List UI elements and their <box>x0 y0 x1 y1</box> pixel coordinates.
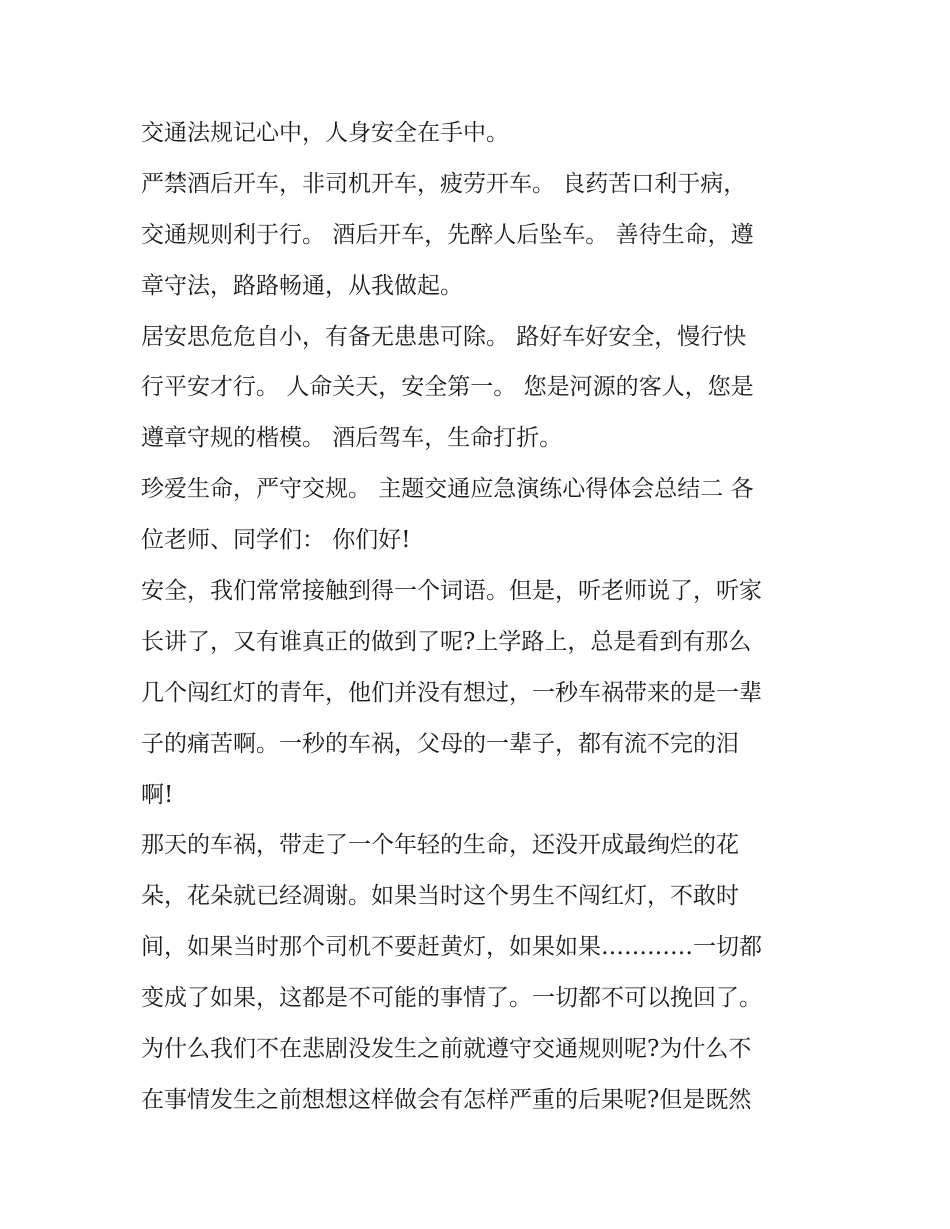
text-line: 为什么我们不在悲剧没发生之前就遵守交通规则呢?为什么不 <box>141 1036 752 1063</box>
text-line: 交通法规记心中，人身安全在手中。 <box>141 120 509 146</box>
text-line: 朵，花朵就已经凋谢。如果当时这个男生不闯红灯，不敢时 <box>141 883 739 910</box>
text-line: 子的痛苦啊。一秒的车祸，父母的一辈子，都有流不完的泪 <box>141 730 739 757</box>
text-line: 行平安才行。 人命关天，安全第一。 您是河源的客人，您是 <box>141 374 754 401</box>
body-text <box>141 108 811 1126</box>
text-line: 间，如果当时那个司机不要赶黄灯，如果如果…………一切都 <box>141 934 762 961</box>
text-line: 交通规则利于行。 酒后开车，先醉人后坠车。 善待生命，遵 <box>141 221 754 248</box>
text-line: 在事情发生之前想想这样做会有怎样严重的后果呢?但是既然 <box>141 1086 752 1113</box>
text-line: 啊! <box>141 781 174 808</box>
text-line: 遵章守规的楷模。 酒后驾车，生命打折。 <box>141 425 563 452</box>
text-line: 几个闯红灯的青年，他们并没有想过，一秒车祸带来的是一辈 <box>141 679 762 706</box>
text-line: 章守法，路路畅通，从我做起。 <box>141 272 463 299</box>
text-line: 珍爱生命，严守交规。 主题交通应急演练心得体会总结二 各 <box>141 476 754 503</box>
text-line: 居安思危危自小，有备无患患可除。 路好车好安全，慢行快 <box>141 323 747 350</box>
text-line: 位老师、同学们： 你们好! <box>141 527 411 554</box>
text-line: 安全，我们常常接触到得一个词语。但是，听老师说了，听家 <box>141 578 762 605</box>
text-line: 那天的车祸，带走了一个年轻的生命，还没开成最绚烂的花 <box>141 832 739 859</box>
text-line: 严禁酒后开车，非司机开车，疲劳开车。 良药苦口利于病， <box>141 170 747 197</box>
text-line: 长讲了，又有谁真正的做到了呢?上学路上，总是看到有那么 <box>141 628 752 655</box>
text-line: 变成了如果，这都是不可能的事情了。一切都不可以挽回了。 <box>141 985 762 1012</box>
